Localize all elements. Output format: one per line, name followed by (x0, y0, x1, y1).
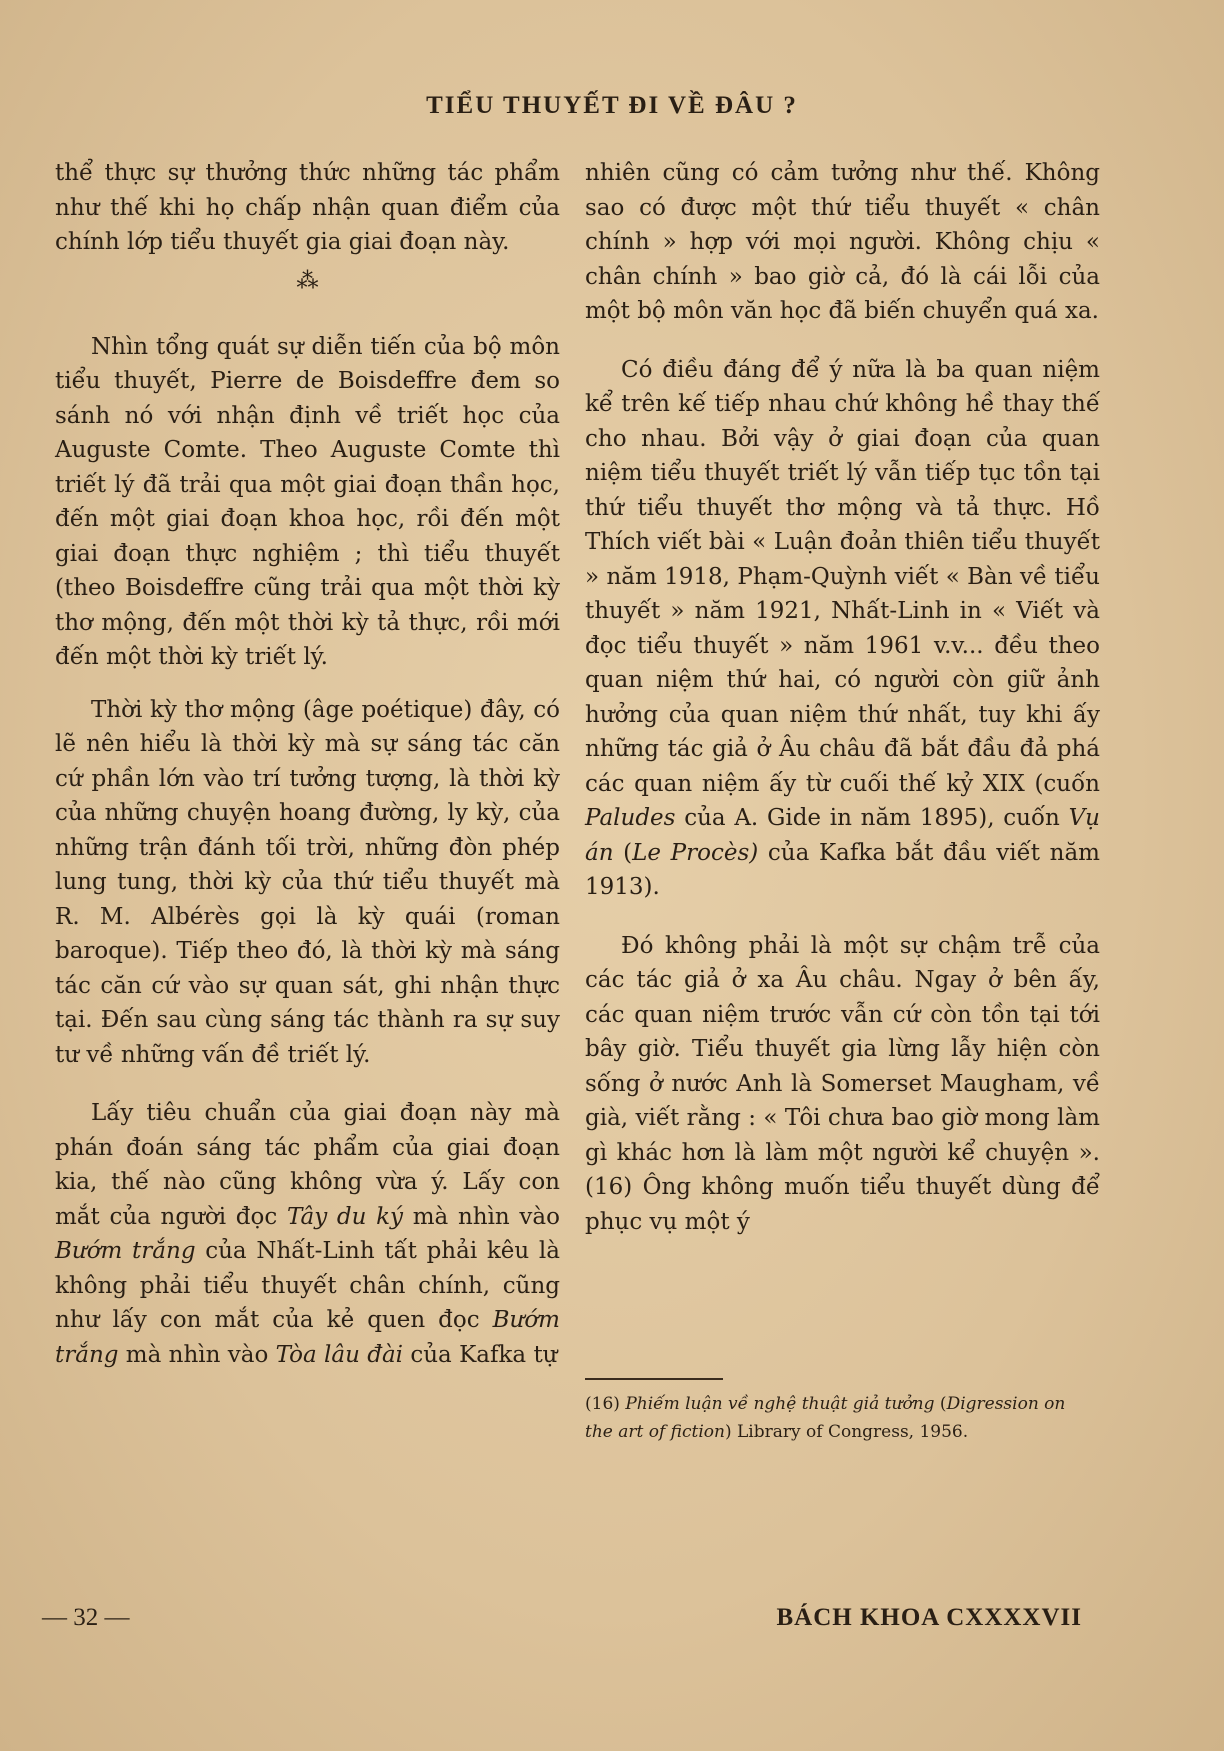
footnote (585, 1390, 1085, 1446)
book-title: Tây du ký (286, 1203, 404, 1230)
paragraph: thể thực sự thưởng thức những tác phẩm như thế khi họ chấp nhận quan điểm của chính lớp tiểu thuyết gia giai đoạn này. (55, 160, 560, 255)
text-run: của A. Gide in năm 1895), cuốn (675, 805, 1069, 831)
section-separator: ⁂ (296, 268, 319, 294)
paragraph (55, 1096, 560, 1372)
text-run: Lấy tiêu chuẩn của giai đoạn này mà phán đoán sáng tác phẩm của giai đoạn kia, thế nào cũng không vừa ý. Lấy con mắt của người đọc (55, 1100, 560, 1230)
right-column (585, 156, 1100, 1239)
page-number: — 32 — (42, 1604, 130, 1631)
text-run: của Nhất-Linh tất phải kêu là không phải tiểu thuyết chân chính, cũng như lấy con mắt của kẻ quen đọc (55, 1238, 560, 1333)
book-title: Tòa lâu đài (275, 1341, 404, 1368)
text-run: của Kafka bắt đầu viết năm 1913). (585, 839, 1100, 900)
paragraph: nhiên cũng có cảm tưởng như thế. Không sao có được một thứ tiểu thuyết « chân chính » hợp với mọi người. Không chịu « chân chính » bao giờ cả, đó là cái lỗi của một bộ môn văn học đã biến chuyển quá xa. (585, 160, 1100, 324)
text-run: mà nhìn vào (118, 1341, 276, 1368)
footnote-rule (585, 1378, 723, 1380)
left-column (55, 156, 560, 1372)
text-run: của Kafka tự (403, 1341, 558, 1368)
book-title: Le Procès) (632, 839, 759, 866)
book-title: Vụ án (585, 805, 1100, 866)
book-title: Paludes (585, 805, 676, 831)
footnote-title: Phiếm luận về nghệ thuật giả tưởng (625, 1394, 935, 1414)
page-header: TIỂU THUYẾT ĐI VỀ ĐÂU ? (426, 92, 798, 119)
text-run: mà nhìn vào (403, 1203, 560, 1230)
text-run: ( (613, 839, 633, 866)
text-run: Có điều đáng để ý nữa là ba quan niệm kể trên kế tiếp nhau chứ không hề thay thế cho nhau. Bởi vậy ở giai đoạn của quan niệm tiểu thuyết triết lý vẫn tiếp tục tồn tại thứ tiểu thuyết thơ mộng và tả thực. Hồ Thích viết bài « Luận đoản thiên tiểu thuyết » năm 1918, Phạm-Quỳnh viết « Bàn về tiểu thuyết » năm 1921, Nhất-Linh in « Viết và đọc tiểu thuyết » năm 1961 v.v... đều theo quan niệm thứ hai, có người còn giữ ảnh hưởng của quan niệm thứ nhất, tuy khi ấy những tác giả ở Âu châu đã bắt đầu đả phá các quan niệm ấy từ cuối thế kỷ XIX (cuốn (585, 356, 1100, 797)
book-title: Bướm trắng (55, 1307, 560, 1368)
text-run: ( (934, 1394, 947, 1414)
footnote-english-title: Digression on the art of fiction (585, 1394, 1066, 1442)
book-title: Bướm trắng (55, 1238, 196, 1264)
journal-name: BÁCH KHOA CXXXXVII (776, 1604, 1082, 1631)
text-run: ) Library of Congress, 1956. (724, 1422, 969, 1442)
paragraph: Thời kỳ thơ mộng (âge poétique) đây, có lẽ nên hiểu là thời kỳ mà sự sáng tác căn cứ phần lớn vào trí tưởng tượng, là thời kỳ của những chuyện hoang đường, ly kỳ, của những trận đánh tối trời, những đòn phép lung tung, thời kỳ của thứ tiểu thuyết mà R. M. Albérès gọi là kỳ quái (roman baroque). Tiếp theo đó, là thời kỳ mà sáng tác căn cứ vào sự quan sát, ghi nhận thực tại. Đến sau cùng sáng tác thành ra sự suy tư về những vấn đề triết lý. (55, 696, 560, 1068)
footnote-number: (16) (585, 1394, 626, 1414)
paragraph: Nhìn tổng quát sự diễn tiến của bộ môn tiểu thuyết, Pierre de Boisdeffre đem so sánh nó với nhận định về triết học của Auguste Comte. Theo Auguste Comte thì triết lý đã trải qua một giai đoạn thần học, đến một giai đoạn khoa học, rồi đến một giai đoạn thực nghiệm ; thì tiểu thuyết (theo Boisdeffre cũng trải qua một thời kỳ thơ mộng, đến một thời kỳ tả thực, rồi mới đến một thời kỳ triết lý. (55, 333, 560, 670)
paragraph: Đó không phải là một sự chậm trễ của các tác giả ở xa Âu châu. Ngay ở bên ấy, các quan niệm trước vẫn cứ còn tồn tại tới bây giờ. Tiểu thuyết gia lừng lẫy hiện còn sống ở nước Anh là Somerset Maugham, về già, viết rằng : « Tôi chưa bao giờ mong làm gì khác hơn là làm một người kể chuyện ». (16) Ông không muốn tiểu thuyết dùng để phục vụ một ý (585, 932, 1100, 1235)
paragraph (585, 353, 1100, 905)
